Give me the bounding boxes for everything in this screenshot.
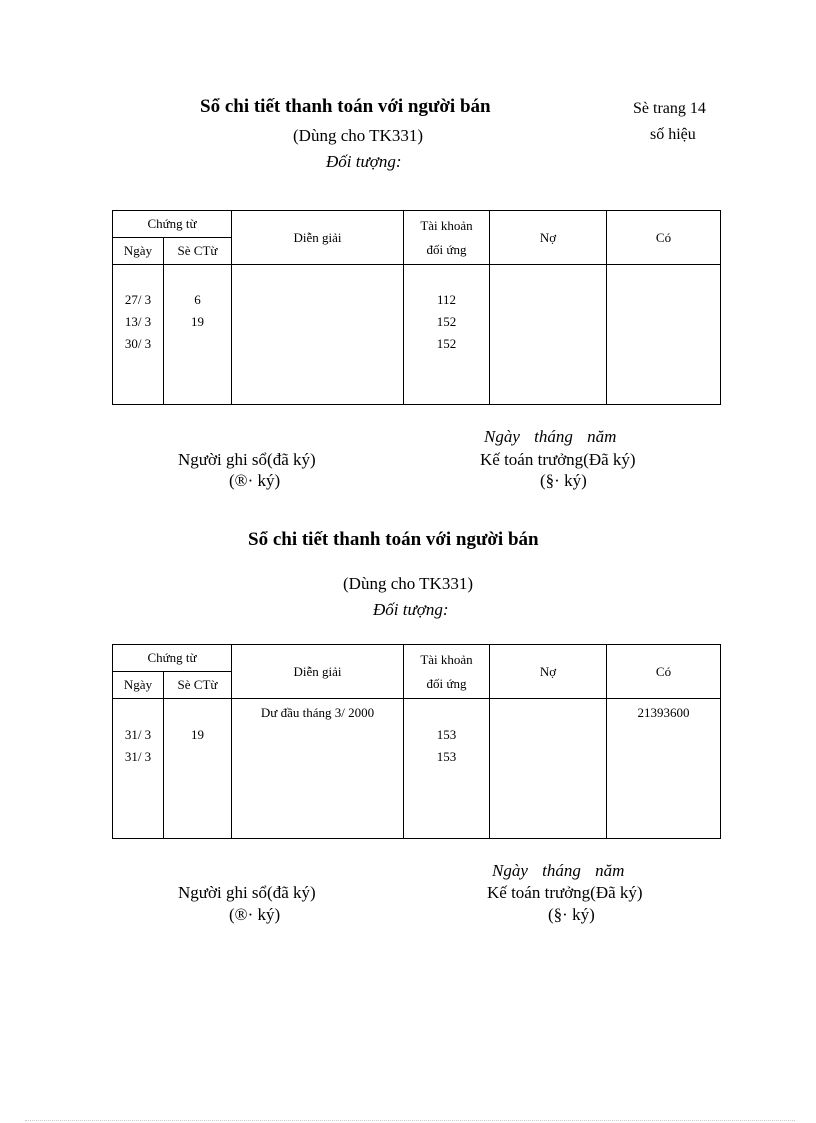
row-description <box>232 311 403 333</box>
object-label-1: Đối tượng: <box>326 152 402 171</box>
header-account-line1: Tài khoản <box>420 651 473 667</box>
row-debit <box>490 746 606 768</box>
row-debit <box>490 311 606 333</box>
row-description <box>232 289 403 311</box>
row-account: 153 <box>436 727 457 742</box>
ledger-subtitle-1: (Dùng cho TK331) <box>293 126 423 145</box>
row-description <box>232 724 403 746</box>
debit-column <box>490 699 607 839</box>
row-account: 153 <box>436 749 457 764</box>
header-number: Sè CTừ <box>164 238 232 265</box>
row-number <box>164 702 231 724</box>
row-number: 19 <box>191 314 204 329</box>
header-debit: Nợ <box>490 211 607 265</box>
header-account <box>404 211 490 265</box>
header-date: Ngày <box>113 672 164 699</box>
ledger-subtitle-2: (Dùng cho TK331) <box>343 574 473 593</box>
header-account-line2: đối ứng <box>426 241 467 257</box>
credit-column <box>607 265 721 405</box>
number-column <box>164 265 232 405</box>
description-column <box>232 699 404 839</box>
row-date: 30/ 3 <box>124 336 152 351</box>
header-account <box>404 645 490 699</box>
date-column <box>113 699 164 839</box>
row-date: 27/ 3 <box>124 292 152 307</box>
row-credit <box>607 724 720 746</box>
row-date: 13/ 3 <box>124 314 152 329</box>
row-description <box>232 333 403 355</box>
date-line-2: Ngày tháng năm <box>492 861 625 880</box>
account-column <box>404 265 490 405</box>
header-account-line2: đối ứng <box>426 675 467 691</box>
row-date: 31/ 3 <box>124 749 152 764</box>
row-date: 31/ 3 <box>124 727 152 742</box>
header-voucher: Chứng từ <box>113 645 232 672</box>
header-credit: Có <box>607 645 721 699</box>
date-line-1: Ngày tháng năm <box>484 427 617 446</box>
row-debit <box>490 702 606 724</box>
account-column <box>404 699 490 839</box>
page-number: Sè trang 14 <box>633 100 706 117</box>
row-account: 112 <box>436 292 457 307</box>
row-credit <box>607 333 720 355</box>
header-date: Ngày <box>113 238 164 265</box>
header-number: Sè CTừ <box>164 672 232 699</box>
row-credit: 21393600 <box>637 705 690 720</box>
row-credit <box>607 289 720 311</box>
header-credit: Có <box>607 211 721 265</box>
row-debit <box>490 333 606 355</box>
recorder-label-2: Người ghi sổ(đã ký) <box>178 883 316 902</box>
chief-label-2: Kế toán trưởng(Đã ký) <box>487 883 643 902</box>
chief-sign-1: (§· ký) <box>540 471 587 490</box>
code-label: số hiệu <box>650 126 696 143</box>
number-column <box>164 699 232 839</box>
row-debit <box>490 724 606 746</box>
recorder-label-1: Người ghi sổ(đã ký) <box>178 450 316 469</box>
row-account: 152 <box>436 314 457 329</box>
row-date <box>113 702 163 724</box>
row-number <box>164 333 231 355</box>
row-credit <box>607 746 720 768</box>
recorder-sign-1: (®· ký) <box>229 471 281 490</box>
date-column <box>113 265 164 405</box>
row-account: 152 <box>436 336 457 351</box>
row-credit <box>607 311 720 333</box>
ledger-title-1: Sổ chi tiết thanh toán với người bán <box>200 96 491 117</box>
row-number: 19 <box>191 727 204 742</box>
row-number: 6 <box>194 292 201 307</box>
recorder-sign-2: (®· ký) <box>229 905 281 924</box>
chief-label-1: Kế toán trưởng(Đã ký) <box>480 450 636 469</box>
row-number <box>164 746 231 768</box>
ledger-title-2: Sổ chi tiết thanh toán với người bán <box>248 529 539 550</box>
chief-sign-2: (§· ký) <box>548 905 595 924</box>
description-column <box>232 265 404 405</box>
debit-column <box>490 265 607 405</box>
row-account <box>404 702 489 724</box>
page-bottom-divider <box>25 1120 795 1121</box>
header-voucher: Chứng từ <box>113 211 232 238</box>
row-debit <box>490 289 606 311</box>
header-account-line1: Tài khoản <box>420 217 473 233</box>
row-description: Dư đầu tháng 3/ 2000 <box>260 705 375 720</box>
credit-column <box>607 699 721 839</box>
ledger-table-2 <box>112 644 721 839</box>
header-debit: Nợ <box>490 645 607 699</box>
object-label-2: Đối tượng: <box>373 600 449 619</box>
ledger-table-1 <box>112 210 721 405</box>
header-description: Diễn giải <box>232 645 404 699</box>
header-description: Diễn giải <box>232 211 404 265</box>
row-description <box>232 746 403 768</box>
